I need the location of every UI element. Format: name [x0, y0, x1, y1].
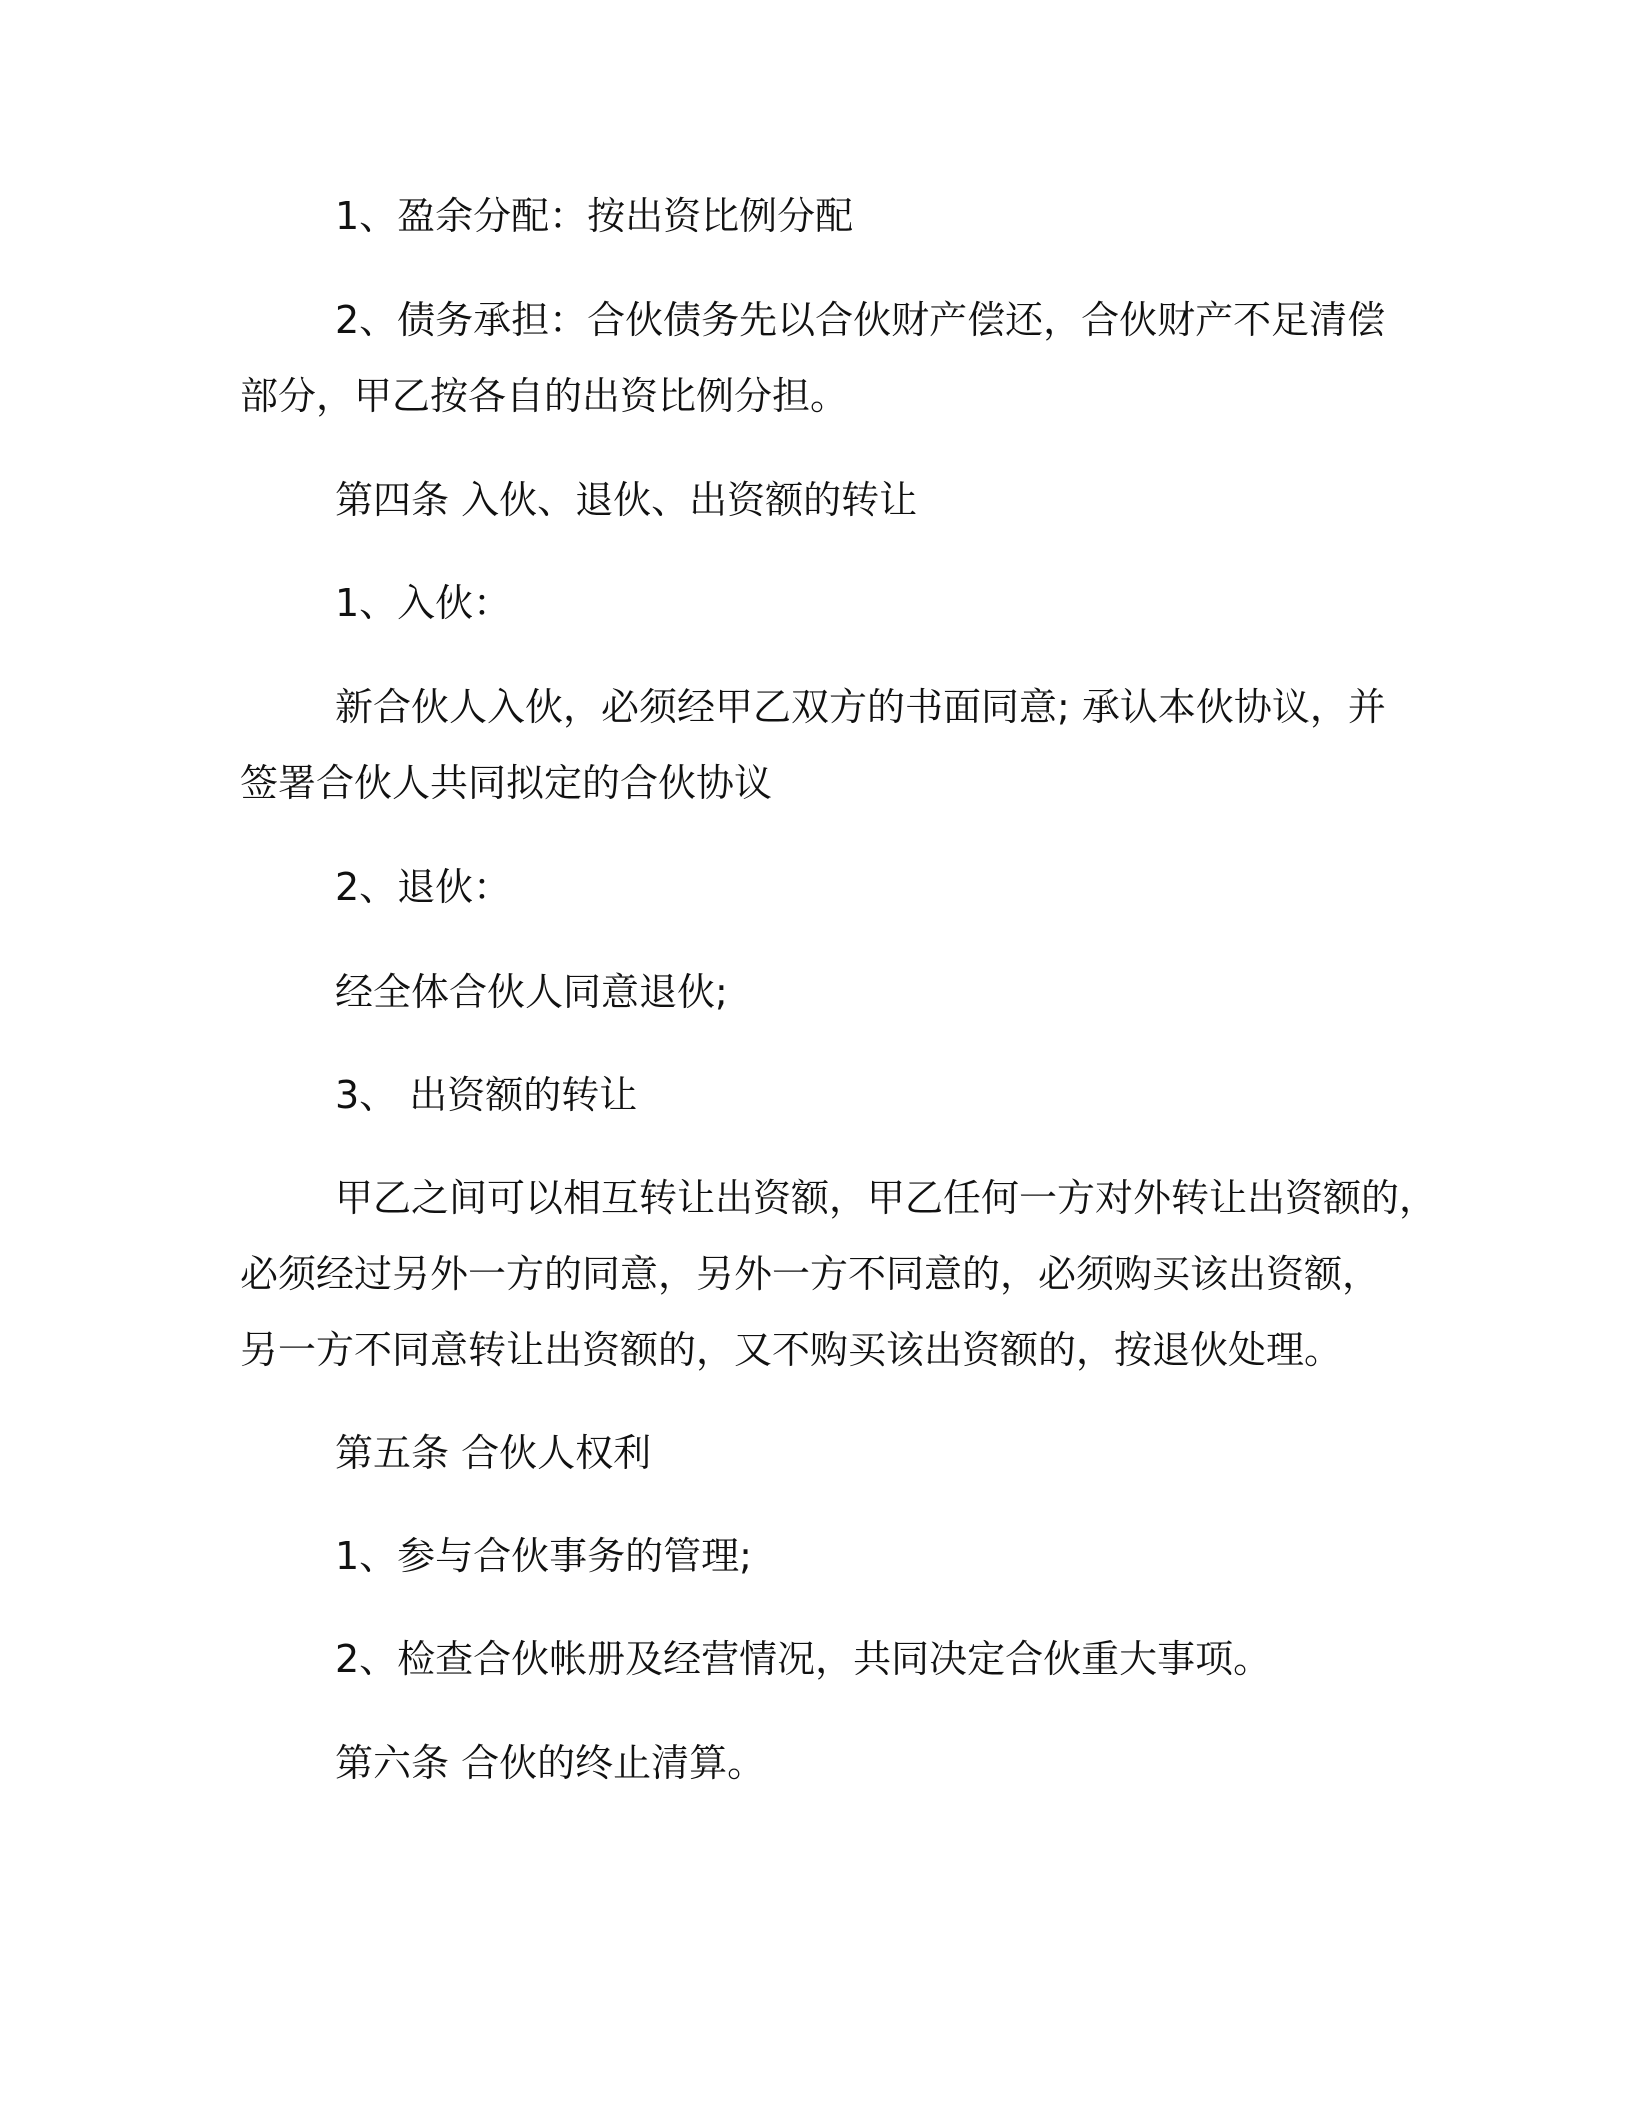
text-line: 部分，甲乙按各自的出资比例分担。 — [240, 374, 849, 418]
text-line: 2、债务承担：合伙债务先以合伙财产偿还，合伙财产不足清偿 — [335, 298, 1386, 342]
text-line: 第五条 合伙人权利 — [335, 1431, 652, 1475]
text-line: 3、 出资额的转让 — [335, 1073, 638, 1117]
clause-transfer-rules — [240, 1160, 1438, 1388]
clause-withdraw-consent — [335, 954, 1420, 1030]
text-line: 第四条 入伙、退伙、出资额的转让 — [335, 478, 918, 522]
text-line: 新合伙人入伙，必须经甲乙双方的书面同意; 承认本伙协议，并 — [335, 685, 1386, 729]
text-line: 1、入伙： — [335, 581, 512, 625]
right-inspect — [335, 1621, 1420, 1697]
text-line: 经全体合伙人同意退伙; — [335, 970, 728, 1014]
text-line: 必须经过另外一方的同意，另外一方不同意的，必须购买该出资额， — [240, 1252, 1381, 1296]
clause-debt-bearing — [240, 282, 1420, 434]
clause-new-partner — [240, 669, 1420, 821]
clause-profit-distribution — [335, 178, 1420, 254]
subclause-withdraw — [335, 849, 1420, 925]
text-line: 另一方不同意转让出资额的，又不购买该出资额的，按退伙处理。 — [240, 1328, 1343, 1372]
right-manage — [335, 1518, 1420, 1594]
article-five-heading — [335, 1415, 1420, 1491]
text-line: 第六条 合伙的终止清算。 — [335, 1741, 766, 1785]
subclause-join — [335, 565, 1420, 641]
article-six-heading — [335, 1725, 1420, 1801]
text-line: 1、盈余分配：按出资比例分配 — [335, 194, 854, 238]
text-line: 2、退伙： — [335, 865, 512, 909]
article-four-heading — [335, 462, 1420, 538]
subclause-transfer — [335, 1057, 1420, 1133]
text-line: 甲乙之间可以相互转让出资额，甲乙任何一方对外转让出资额的， — [335, 1176, 1438, 1220]
text-line: 2、检查合伙帐册及经营情况，共同决定合伙重大事项。 — [335, 1637, 1272, 1681]
text-line: 签署合伙人共同拟定的合伙协议 — [240, 761, 773, 805]
text-line: 1、参与合伙事务的管理; — [335, 1534, 752, 1578]
